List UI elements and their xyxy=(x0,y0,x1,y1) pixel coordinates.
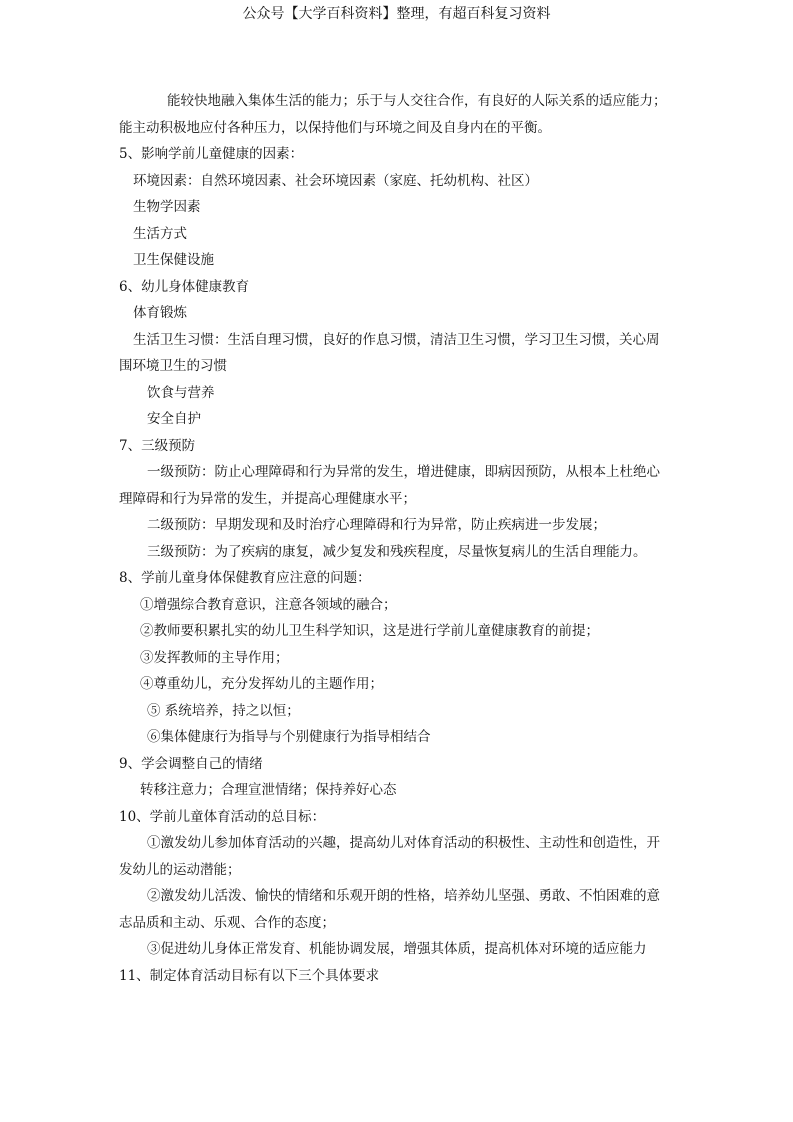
text-line: ⑤ 系统培养，持之以恒； xyxy=(147,702,300,719)
text-line: 环境因素：自然环境因素、社会环境因素（家庭、托幼机构、社区） xyxy=(133,172,538,189)
text-line: ②激发幼儿活泼、愉快的情绪和乐观开朗的性格，培养幼儿坚强、勇敢、不怕困难的意 xyxy=(147,888,660,904)
text-line: 转移注意力；合理宣泄情绪；保持养好心态 xyxy=(140,782,397,798)
text-line: 7、三级预防 xyxy=(119,437,196,454)
text-line: ②教师要积累扎实的幼儿卫生科学知识，这是进行学前儿童健康教育的前提； xyxy=(140,623,599,639)
text-line: ④尊重幼儿，充分发挥幼儿的主题作用； xyxy=(140,676,383,692)
text-line: 一级预防：防止心理障碍和行为异常的发生，增进健康，即病因预防，从根本上杜绝心 xyxy=(147,464,660,480)
text-line: 饮食与营养 xyxy=(147,384,215,401)
text-line: 围环境卫生的习惯 xyxy=(119,358,227,374)
text-line: 8、学前儿童身体保健教育应注意的问题： xyxy=(119,570,371,586)
text-line: 5、影响学前儿童健康的因素： xyxy=(119,146,304,162)
text-line: 10、学前儿童体育活动的总目标： xyxy=(119,808,326,825)
text-line: 生活卫生习惯：生活自理习惯，良好的作息习惯，清洁卫生习惯，学习卫生习惯，关心周 xyxy=(133,331,660,348)
text-line: ①增强综合教育意识，注意各领域的融合； xyxy=(140,596,397,613)
text-line: 能主动积极地应付各种压力，以保持他们与环境之间及自身内在的平衡。 xyxy=(119,119,551,136)
text-line: ①激发幼儿参加体育活动的兴趣，提高幼儿对体育活动的积极性、主动性和创造性，开 xyxy=(147,835,660,851)
text-line: 三级预防：为了疾病的康复，减少复发和残疾程度，尽量恢复病儿的生活自理能力。 xyxy=(147,543,647,560)
text-line: 6、幼儿身体健康教育 xyxy=(119,278,250,295)
text-line: ③发挥教师的主导作用； xyxy=(140,649,289,666)
text-line: 9、学会调整自己的情绪 xyxy=(119,755,263,772)
text-line: ⑥集体健康行为指导与个别健康行为指导相结合 xyxy=(147,729,431,745)
page-header: 公众号【大学百科资料】整理，有超百科复习资料 xyxy=(242,6,551,22)
text-line: 志品质和主动、乐观、合作的态度； xyxy=(119,914,335,931)
text-line: 安全自护 xyxy=(147,411,201,427)
text-line: 卫生保健设施 xyxy=(133,252,214,268)
text-line: 理障碍和行为异常的发生，并提高心理健康水平； xyxy=(119,490,416,507)
text-line: ③促进幼儿身体正常发育、机能协调发展，增强其体质，提高机体对环境的适应能力 xyxy=(147,941,647,957)
text-line: 体育锻炼 xyxy=(133,305,187,321)
text-line: 生物学因素 xyxy=(133,199,201,215)
text-line: 生活方式 xyxy=(133,225,187,242)
text-line: 能较快地融入集体生活的能力；乐于与人交往合作，有良好的人际关系的适应能力； xyxy=(167,93,667,109)
text-line: 发幼儿的运动潜能； xyxy=(119,861,241,878)
text-line: 二级预防：早期发现和及时治疗心理障碍和行为异常，防止疾病进一步发展； xyxy=(147,517,606,533)
document-body xyxy=(119,88,679,989)
text-line: 11、制定体育活动目标有以下三个具体要求 xyxy=(119,967,380,984)
